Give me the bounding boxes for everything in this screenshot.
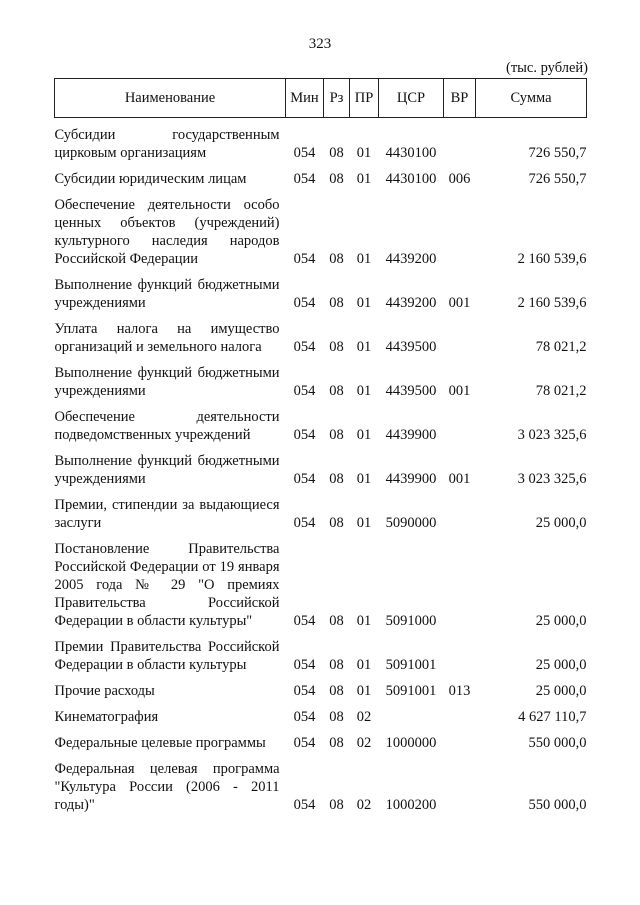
page-number: 323 <box>308 36 332 52</box>
cell-min: 054 <box>293 339 316 355</box>
cell-csr: 5091001 <box>385 683 437 699</box>
cell-csr: 4430100 <box>385 145 437 161</box>
cell-sum: 25 000,0 <box>535 657 587 673</box>
table-row <box>55 726 587 752</box>
cell-rz: 08 <box>329 683 344 699</box>
cell-name: Выполнение функций бюджетными учреждениями <box>54 277 280 311</box>
cell-csr: 4439500 <box>385 339 437 355</box>
cell-vr: 006 <box>448 171 471 187</box>
cell-name: Выполнение функций бюджетными учреждениями <box>54 453 280 487</box>
cell-vr: 013 <box>448 683 471 699</box>
cell-csr: 4439200 <box>385 295 437 311</box>
cell-pr: 02 <box>356 797 372 813</box>
table-row <box>55 532 587 630</box>
budget-table <box>54 78 587 814</box>
cell-csr: 5091000 <box>385 613 437 629</box>
cell-pr: 01 <box>356 471 372 487</box>
cell-rz: 08 <box>329 145 344 161</box>
cell-pr: 01 <box>356 515 372 531</box>
cell-sum: 4 627 110,7 <box>518 709 587 725</box>
cell-min: 054 <box>293 709 316 725</box>
cell-rz: 08 <box>329 251 344 267</box>
cell-csr: 4439200 <box>385 251 437 267</box>
cell-name: Федеральные целевые программы <box>54 735 266 751</box>
cell-csr: 5090000 <box>385 515 437 531</box>
cell-name: Обеспечение деятельности подведомственных учреждений <box>54 409 280 443</box>
cell-pr: 01 <box>356 251 372 267</box>
cell-name: Премии, стипендии за выдающиеся заслуги <box>54 497 280 531</box>
cell-min: 054 <box>293 797 316 813</box>
table-header-row <box>55 79 587 118</box>
cell-pr: 01 <box>356 295 372 311</box>
cell-pr: 01 <box>356 171 372 187</box>
cell-min: 054 <box>293 295 316 311</box>
cell-vr <box>444 312 476 356</box>
cell-rz: 08 <box>329 471 344 487</box>
cell-pr: 01 <box>356 339 372 355</box>
table-body <box>55 118 587 815</box>
cell-vr <box>444 118 476 163</box>
cell-sum: 726 550,7 <box>528 145 587 161</box>
cell-csr: 1000200 <box>385 797 437 813</box>
units-label: (тыс. рублей) <box>506 60 588 76</box>
cell-sum: 726 550,7 <box>528 171 587 187</box>
cell-rz: 08 <box>329 339 344 355</box>
cell-sum: 3 023 325,6 <box>517 471 587 487</box>
cell-vr <box>444 726 476 752</box>
cell-rz: 08 <box>329 613 344 629</box>
cell-csr: 1000000 <box>385 735 437 751</box>
cell-name: Субсидии юридическим лицам <box>54 171 247 187</box>
cell-sum: 25 000,0 <box>535 613 587 629</box>
cell-csr <box>379 700 444 726</box>
table-row <box>55 356 587 400</box>
cell-min: 054 <box>293 251 316 267</box>
cell-rz: 08 <box>329 797 344 813</box>
table-row <box>55 674 587 700</box>
header-vr: ВР <box>444 79 476 118</box>
cell-min: 054 <box>293 657 316 673</box>
header-sum: Сумма <box>476 79 587 118</box>
cell-pr: 01 <box>356 383 372 399</box>
cell-name: Федеральная целевая программа "Культура России (2006 - 2011 годы)" <box>54 761 280 813</box>
cell-csr: 4439500 <box>385 383 437 399</box>
cell-vr <box>444 188 476 268</box>
cell-min: 054 <box>293 171 316 187</box>
cell-pr: 01 <box>356 427 372 443</box>
cell-sum: 25 000,0 <box>535 515 587 531</box>
cell-name: Уплата налога на имущество организаций и земельного налога <box>54 321 280 355</box>
cell-rz: 08 <box>329 735 344 751</box>
cell-vr <box>444 488 476 532</box>
cell-vr <box>444 752 476 814</box>
table-row <box>55 630 587 674</box>
cell-csr: 4430100 <box>385 171 437 187</box>
cell-name: Прочие расходы <box>54 683 155 699</box>
cell-name: Кинематография <box>54 709 159 725</box>
cell-vr <box>444 532 476 630</box>
header-rz: Рз <box>324 79 350 118</box>
cell-rz: 08 <box>329 383 344 399</box>
cell-csr: 5091001 <box>385 657 437 673</box>
cell-vr: 001 <box>448 295 471 311</box>
table-row <box>55 118 587 163</box>
cell-rz: 08 <box>329 295 344 311</box>
cell-name: Выполнение функций бюджетными учреждениями <box>54 365 280 399</box>
cell-pr: 01 <box>356 613 372 629</box>
cell-vr <box>444 630 476 674</box>
cell-min: 054 <box>293 683 316 699</box>
header-pr: ПР <box>350 79 379 118</box>
cell-sum: 2 160 539,6 <box>517 295 587 311</box>
cell-vr <box>444 400 476 444</box>
cell-min: 054 <box>293 383 316 399</box>
header-name: Наименование <box>55 79 286 118</box>
table-row <box>55 752 587 814</box>
cell-sum: 25 000,0 <box>535 683 587 699</box>
table-row <box>55 488 587 532</box>
cell-min: 054 <box>293 145 316 161</box>
cell-rz: 08 <box>329 171 344 187</box>
cell-name: Премии Правительства Российской Федерации в области культуры <box>54 639 280 673</box>
table-row <box>55 312 587 356</box>
cell-min: 054 <box>293 735 316 751</box>
cell-sum: 2 160 539,6 <box>517 251 587 267</box>
cell-rz: 08 <box>329 657 344 673</box>
cell-min: 054 <box>293 427 316 443</box>
table-row <box>55 700 587 726</box>
cell-pr: 01 <box>356 657 372 673</box>
cell-csr: 4439900 <box>385 427 437 443</box>
cell-min: 054 <box>293 515 316 531</box>
table-row <box>55 188 587 268</box>
header-min: Мин <box>286 79 324 118</box>
cell-sum: 78 021,2 <box>535 383 587 399</box>
cell-rz: 08 <box>329 515 344 531</box>
cell-sum: 550 000,0 <box>528 735 587 751</box>
cell-rz: 08 <box>329 709 344 725</box>
header-csr: ЦСР <box>379 79 444 118</box>
cell-sum: 78 021,2 <box>535 339 587 355</box>
cell-vr <box>444 700 476 726</box>
table-row <box>55 268 587 312</box>
cell-vr: 001 <box>448 471 471 487</box>
cell-vr: 001 <box>448 383 471 399</box>
cell-name: Субсидии государственным цирковым организациям <box>54 127 280 161</box>
cell-pr: 02 <box>356 709 372 725</box>
cell-pr: 01 <box>356 145 372 161</box>
cell-name: Обеспечение деятельности особо ценных объектов (учреждений) культурного наследия народов Российской Федерации <box>54 197 280 267</box>
table-row <box>55 444 587 488</box>
cell-name: Постановление Правительства Российской Федерации от 19 января 2005 года № 29 "О премиях Правительства Российской Федерации в области культуры" <box>54 541 280 629</box>
cell-pr: 02 <box>356 735 372 751</box>
cell-csr: 4439900 <box>385 471 437 487</box>
cell-min: 054 <box>293 613 316 629</box>
cell-min: 054 <box>293 471 316 487</box>
cell-sum: 3 023 325,6 <box>517 427 587 443</box>
table-row <box>55 162 587 188</box>
cell-pr: 01 <box>356 683 372 699</box>
table-row <box>55 400 587 444</box>
cell-rz: 08 <box>329 427 344 443</box>
cell-sum: 550 000,0 <box>528 797 587 813</box>
